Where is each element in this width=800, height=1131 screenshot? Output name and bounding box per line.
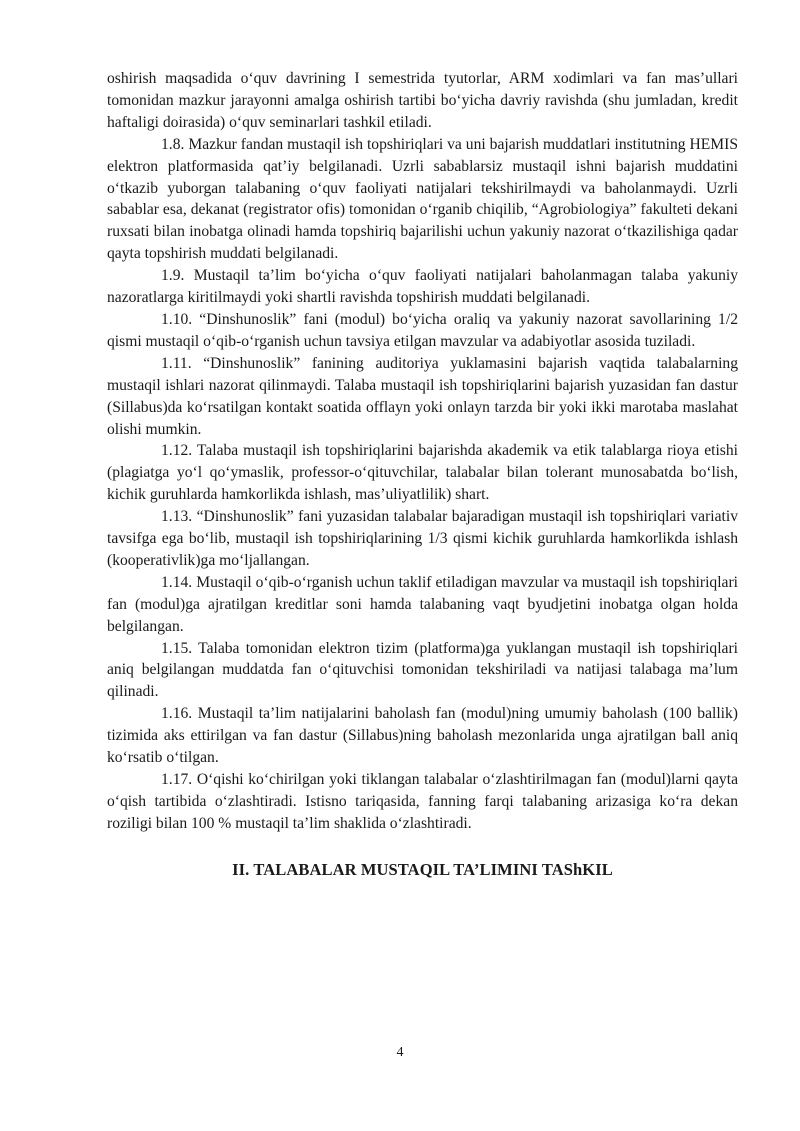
paragraph-1-15: 1.15. Talaba tomonidan elektron tizim (platforma)ga yuklangan mustaqil ish topshiriqlari aniq belgilangan muddatda fan o‘qituvchisi tomonidan tekshiriladi va natijasi talabaga ma’lum qilinadi. — [107, 639, 738, 701]
paragraph-1-8: 1.8. Mazkur fandan mustaqil ish topshiriqlari va uni bajarish muddatlari institutning HEMIS elektron platformasida qat’iy belgilanadi. Uzrli sabablarsiz mustaqil ishni bajarish muddatini o‘tkazib yuborgan talabaning o‘quv faoliyati natijalari tekshirilmaydi va baholanmaydi. Uzrli sabablar esa, dekanat (registrator ofis) tomonidan o‘rganib chiqilib, “Agrobiologiya” fakulteti dekani ruxsati bilan inobatga olinadi hamda topshiriq bajarilishi uchun yakuniy nazorat o‘tkazilishiga qadar qayta topshirish muddati belgilanadi. — [107, 135, 738, 263]
paragraph-1-16: 1.16. Mustaqil ta’lim natijalarini baholash fan (modul)ning umumiy baholash (100 ballik) tizimida aks ettirilgan va fan dastur (Sillabus)ning baholash mezonlarida unga ajratilgan ball aniq ko‘rsatib o‘tilgan. — [107, 705, 738, 767]
paragraph-continuation: oshirish maqsadida o‘quv davrining I semestrida tyutorlar, ARM xodimlari va fan mas’ullari tomonidan mazkur jarayonni amalga oshirish tartibi bo‘yicha davriy ravishda (shu jumladan, kredit haftaligi doirasida) o‘quv seminarlari tashkil etiladi. — [107, 70, 738, 131]
paragraph-1-17: 1.17. O‘qishi ko‘chirilgan yoki tiklangan talabalar o‘zlashtirilmagan fan (modul)larni qayta o‘qish tartibida o‘zlashtiradi. Istisno tariqasida, fanning farqi talabaning arizasiga ko‘ra dekan roziligi bilan 100 % mustaqil ta’lim shaklida o‘zlashtiradi. — [107, 771, 738, 832]
page-number: 4 — [396, 1045, 404, 1060]
paragraph-1-11: 1.11. “Dinshunoslik” fanining auditoriya yuklamasini bajarish vaqtida talabalarning mustaqil ishlari nazorat qilinmaydi. Talaba mustaqil ish topshiriqlarini bajarish yuzasidan fan dastur (Sillabus)da ko‘rsatilgan kontakt soatida offlayn yoki onlayn tarzda bir yoki ikki marotaba maslahat olishi mumkin. — [107, 354, 738, 438]
document-page — [107, 68, 738, 881]
paragraph-1-12: 1.12. Talaba mustaqil ish topshiriqlarini bajarishda akademik va etik talablarga rioya etishi (plagiatga yo‘l qo‘ymaslik, professor-o‘qituvchilar, talabalar bilan tolerant munosabatda bo‘lish, kichik guruhlarda hamkorlikda ishlash, mas’uliyatlilik) shart. — [107, 442, 738, 504]
paragraph-1-9: 1.9. Mustaqil ta’lim bo‘yicha o‘quv faoliyati natijalari baholanmagan talaba yakuniy nazoratlarga kiritilmaydi yoki shartli ravishda topshirish muddati belgilanadi. — [107, 267, 738, 307]
paragraph-1-10: 1.10. “Dinshunoslik” fani (modul) bo‘yicha oraliq va yakuniy nazorat savollarining 1/2 qismi mustaqil o‘qib-o‘rganish uchun tavsiya etilgan mavzular va adabiyotlar asosida tuziladi. — [107, 310, 738, 350]
paragraph-1-14: 1.14. Mustaqil o‘qib-o‘rganish uchun taklif etiladigan mavzular va mustaqil ish topshiriqlari fan (modul)ga ajratilgan kreditlar soni hamda talabaning vaqt byudjetini inobatga olgan holda belgilangan. — [107, 573, 738, 635]
section-heading: II. TALABALAR MUSTAQIL TA’LIMINI TAShKIL — [232, 859, 613, 879]
paragraph-1-13: 1.13. “Dinshunoslik” fani yuzasidan talabalar bajaradigan mustaqil ish topshiriqlari variativ tavsifga ega bo‘lib, mustaqil ish topshiriqlarining 1/3 qismi kichik guruhlarda hamkorlikda ishlash (kooperativlik)ga mo‘ljallangan. — [107, 508, 738, 569]
